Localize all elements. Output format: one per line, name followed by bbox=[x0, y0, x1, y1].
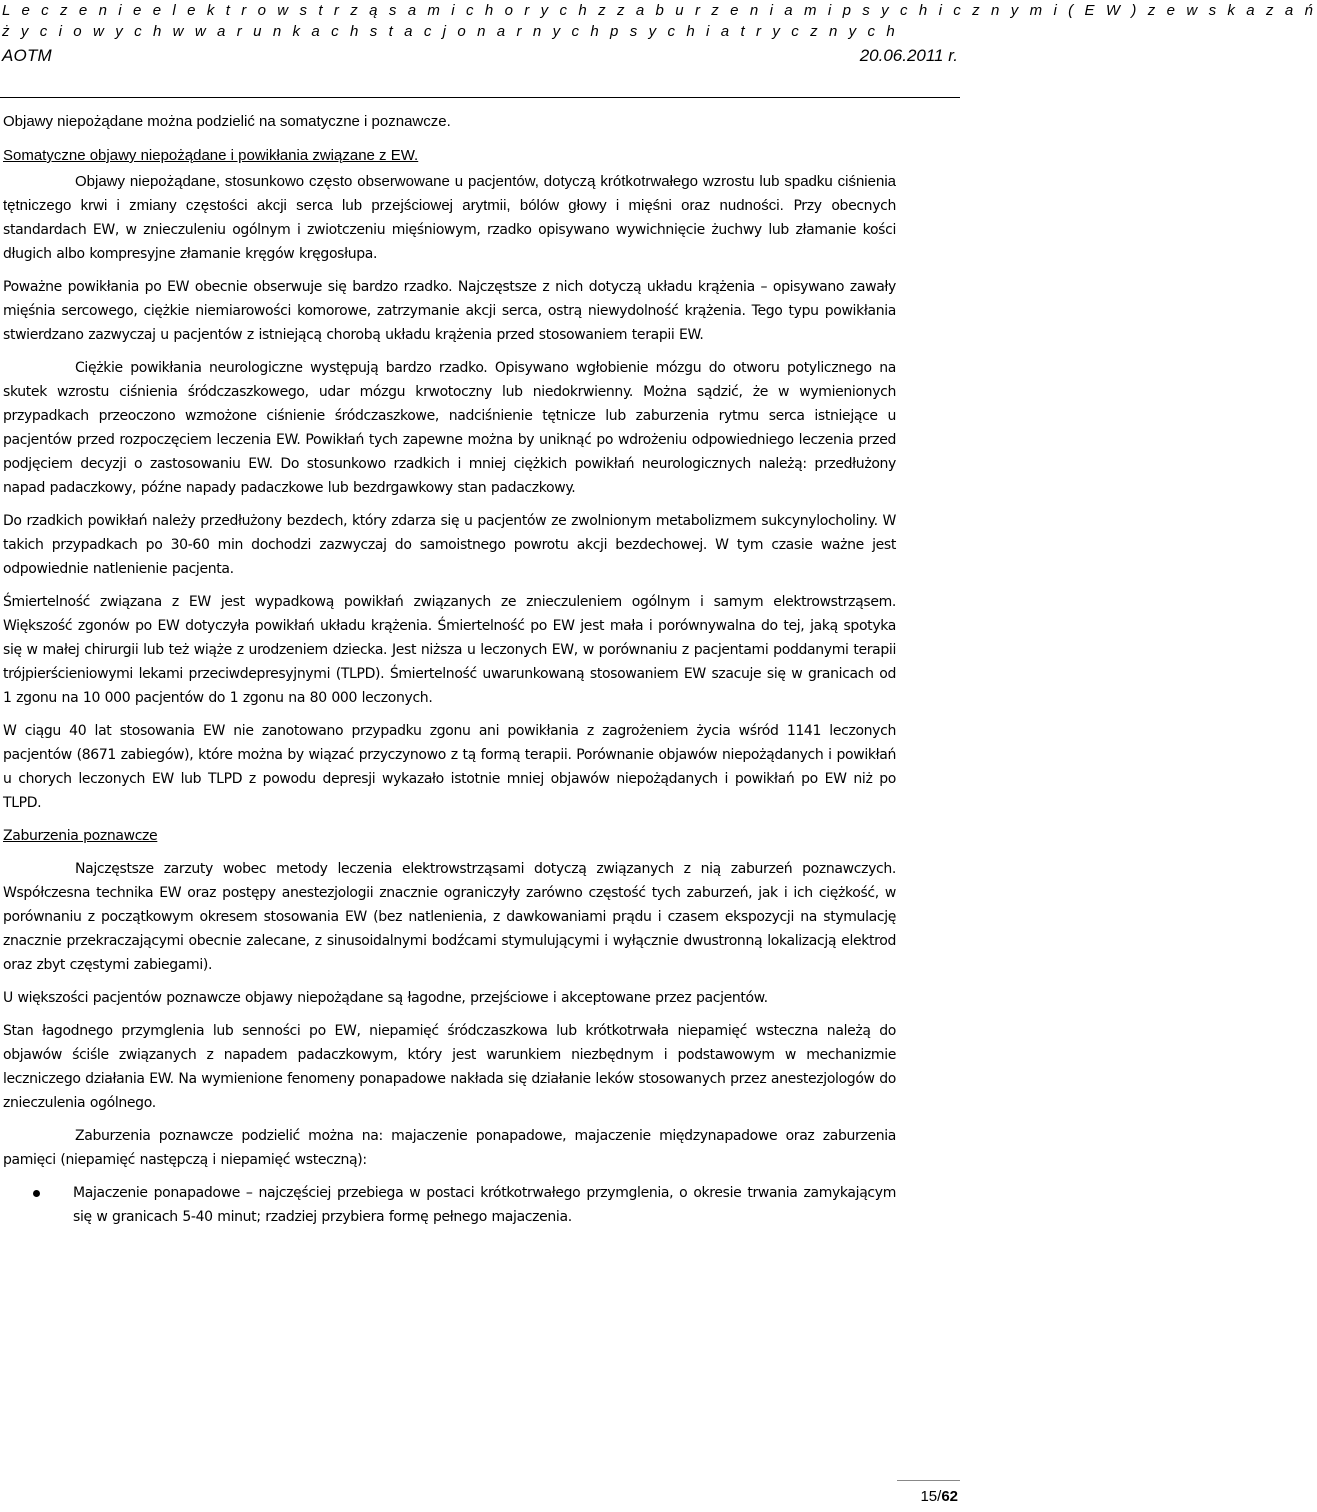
page-number-total: 62 bbox=[941, 1488, 958, 1505]
page-header bbox=[0, 0, 1317, 104]
paragraph-postictal-state: Stan łagodnego przymglenia lub senności po EW, niepamięć śródczaszkowa lub krótkotrwała niepamięć wsteczna należą do objawów ściśle związanych z napadem padaczkowym, który jest warunkiem niezbędnym i podstawowym w mechanizmie leczniczego działania EW. Na wymienione fenomeny ponapadowe nakłada się działanie leków stosowanych przez anestezjologów do znieczulenia ogólnego. bbox=[3, 1023, 896, 1111]
bullet-text-postictal-delirium: Majaczenie ponapadowe – najczęściej przebiega w postaci krótkotrwałego przymglenia, o okresie trwania zamykającym się w granicach 5-40 minut; rzadziej przybiera formę pełnego majaczenia. bbox=[73, 1185, 896, 1225]
page-number-current: 15 bbox=[920, 1488, 938, 1505]
document-title-line-1: L e c z e n i e e l e k t r o w s t r z ą s a m i c h o r y c h z z a b u r z e n i a m i p s y c h i c z n y m i ( E W ) z e w s k a z a ń bbox=[2, 2, 1317, 19]
paragraph-mild-effects: U większości pacjentów poznawcze objawy niepożądane są łagodne, przejściowe i akceptowane przez pacjentów. bbox=[3, 990, 768, 1006]
page-number-separator: / bbox=[937, 1488, 942, 1505]
list-item bbox=[3, 1181, 896, 1229]
paragraph-somatic-symptoms-a: Objawy niepożądane, stosunkowo często obserwowane u pacjentów, dotyczą krótkotrwałego wzrostu lub spadku ciśnienia tętniczego krwi i zmiany częstości akcji serca lub przejściowej arytmii, bólów głowy i mięśni oraz nudności. bbox=[3, 173, 896, 214]
page-number-divider bbox=[897, 1480, 960, 1481]
paragraph-neurological-complications: Ciężkie powikłania neurologiczne występują bardzo rzadko. Opisywano wgłobienie mózgu do otworu potylicznego na skutek wzrostu ciśnienia śródczaszkowego, udar mózgu krwotoczny lub niedokrwienny. Można sądzić, że w wymienionych przypadkach przeoczono wzmożone ciśnienie śródczaszkowe, nadciśnienie tętnicze lub zaburzenia rytmu serca istniejące u pacjentów przed rozpoczęciem leczenia EW. Powikłań tych zapewne można by uniknąć po wdrożeniu odpowiedniego leczenia przed podjęciem decyzji o zastosowaniu EW. Do stosunkowo rzadkich i mniej ciężkich powikłań neurologicznych należą: przedłużony napad padaczkowy, późne napady padaczkowe lub bezdrgawkowy stan padaczkowy. bbox=[3, 360, 896, 496]
paragraph-serious-complications: Poważne powikłania po EW obecnie obserwuje się bardzo rzadko. Najczęstsze z nich dotyczą układu krążenia – opisywano zawały mięśnia sercowego, ciężkie niemiarowości komorowe, zatrzymanie akcji serca, ostrą niewydolność krążenia. Tego typu powikłania stwierdzano zazwyczaj u pacjentów z istniejącą chorobą układu krążenia przed stosowaniem terapii EW. bbox=[3, 279, 896, 343]
organization-name: AOTM bbox=[2, 46, 52, 65]
paragraph-mortality: Śmiertelność związana z EW jest wypadkową powikłań związanych ze znieczuleniem ogólnym i samym elektrowstrząsem. Większość zgonów po EW dotyczyła powikłań układu krążenia. Śmiertelność po EW jest mała i porównywalna do tej, jaką spotyka się w małej chirurgii lub też wiąże z urodzeniem dziecka. Jest niższa u leczonych EW, w porównaniu z pacjentami poddanymi terapii trójpierścieniowymi lekami przeciwdepresyjnymi (TLPD). Śmiertelność uwarunkowaną stosowaniem EW szacuje się w granicach od 1 zgonu na 10 000 pacjentów do 1 zgonu na 80 000 leczonych. bbox=[3, 594, 896, 706]
page-number bbox=[920, 1488, 958, 1505]
paragraph-apnea: Do rzadkich powikłań należy przedłużony bezdech, który zdarza się u pacjentów ze zwolnionym metabolizmem sukcynylocholiny. W takich przypadkach po 30-60 min dochodzi zazwyczaj do samoistnego powrotu akcji bezdechowej. W tym czasie ważne jest odpowiednie natlenienie pacjenta. bbox=[3, 513, 896, 577]
document-date: 20.06.2011 r. bbox=[859, 46, 958, 65]
section-heading-somatic: Somatyczne objawy niepożądane i powikłania związane z EW. bbox=[3, 147, 419, 164]
paragraph-somatic-symptoms-b: Przy obecnych standardach EW, w znieczuleniu ogólnym i zwiotczeniu mięśniowym, rzadko opisywano wywichnięcie żuchwy lub złamanie kości długich albo kompresyjne złamanie kręgów kręgosłupa. bbox=[3, 198, 897, 262]
paragraph-cognitive-intro: Najczęstsze zarzuty wobec metody leczenia elektrowstrząsami dotyczą związanych z nią zaburzeń poznawczych. Współczesna technika EW oraz postępy anestezjologii znacznie ograniczyły zarówno częstość tych zaburzeń, jak i ich ciężkość, w porównaniu z początkowym okresem stosowania EW (bez natlenienia, z dawkowaniami prądu i czasem ekspozycji na stymulację znacznie przekraczającymi obecnie zalecane, z sinusoidalnymi bodźcami stymulującymi i wyłącznie dwustronną lokalizacją elektrod oraz zbyt częstymi zabiegami). bbox=[3, 861, 896, 973]
paragraph-somatic-symptoms bbox=[3, 170, 896, 266]
bullet-list bbox=[3, 1181, 896, 1229]
document-title-line-2: ż y c i o w y c h w w a r u n k a c h s t a c j o n a r n y c h p s y c h i a t r y c z n y c h bbox=[2, 23, 899, 40]
document-title bbox=[2, 0, 1317, 42]
paragraph-intro: Objawy niepożądane można podzielić na somatyczne i poznawcze. bbox=[3, 113, 451, 130]
section-heading-cognitive: Zaburzenia poznawcze bbox=[3, 828, 158, 844]
header-divider bbox=[0, 97, 960, 98]
paragraph-40-years: W ciągu 40 lat stosowania EW nie zanotowano przypadku zgonu ani powikłania z zagrożeniem życia wśród 1141 leczonych pacjentów (8671 zabiegów), które można by wiązać przyczynowo z tą formą terapii. Porównanie objawów niepożądanych i powikłań u chorych leczonych EW lub TLPD z powodu depresji wykazało istotnie mniej objawów niepożądanych i powikłań po EW niż po TLPD. bbox=[3, 723, 896, 811]
paragraph-cognitive-classification: Zaburzenia poznawcze podzielić można na: majaczenie ponapadowe, majaczenie międzynapadowe oraz zaburzenia pamięci (niepamięć następczą i niepamięć wsteczną): bbox=[3, 1128, 896, 1168]
bullet-icon bbox=[33, 1190, 40, 1197]
page-content bbox=[3, 110, 896, 1229]
